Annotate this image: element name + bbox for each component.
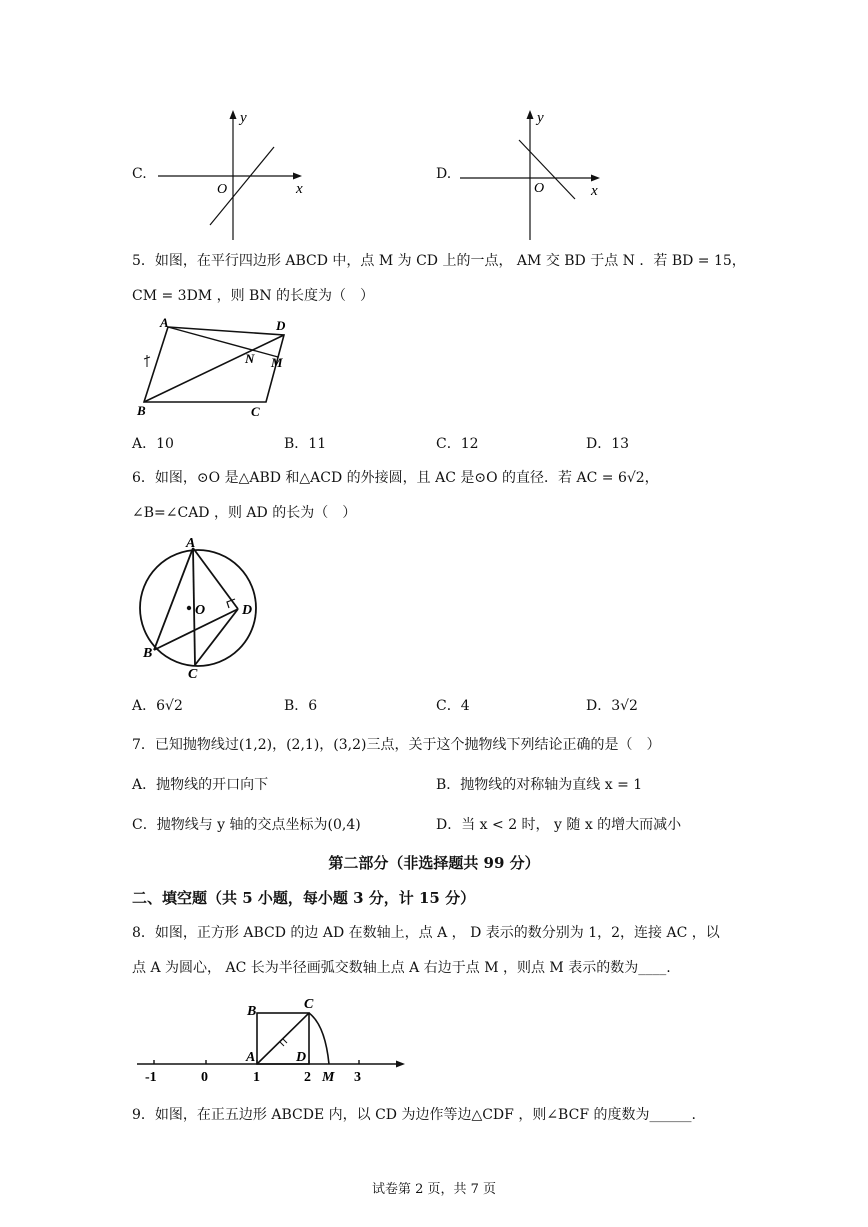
q5-label-d: D (276, 318, 286, 333)
q6-label-a: A (186, 536, 196, 551)
q5-label-c: C (251, 404, 260, 419)
section-heading: 二、填空题（共 5 小题，每小题 3 分，计 15 分） (132, 889, 476, 907)
q8-label-b: B (247, 1004, 257, 1019)
axis-x-label: x (591, 183, 598, 199)
q8-label-m: M (322, 1070, 335, 1085)
q5-text-line1: 5．如图，在平行四边形 ABCD 中，点 M 为 CD 上的一点， AM 交 BD 于点 N ．若 BD = 15， (132, 253, 746, 269)
q6-text-line2: ∠B=∠CAD ，则 AD 的长为（ ） (132, 505, 357, 521)
q5-option-d: D．13 (586, 436, 630, 452)
q6-label-o: O (195, 603, 206, 618)
q7-option-a: A．抛物线的开口向下 (132, 777, 269, 793)
q8-tick-0: 0 (201, 1070, 208, 1085)
q8-label-d: D (296, 1050, 307, 1065)
q5-option-b: B．11 (284, 436, 327, 452)
page-footer: 试卷第 2 页，共 7 页 (371, 1182, 497, 1197)
q5-label-m: M (271, 355, 283, 370)
q7-option-c: C．抛物线与 y 轴的交点坐标为(0,4) (132, 817, 361, 833)
q7-text-line1: 7．已知抛物线过(1,2)，(2,1)，(3,2)三点，关于这个抛物线下列结论正确的是（ ） (132, 737, 661, 753)
q8-tick-minus1: -1 (145, 1070, 157, 1085)
origin-label: O (217, 182, 228, 197)
q8-tick-2: 2 (304, 1070, 311, 1085)
q6-label-c: C (188, 667, 198, 682)
q8-label-c: C (304, 997, 314, 1012)
q6-text-line1: 6．如图，⊙O 是△ABD 和△ACD 的外接圆，且 AC 是⊙O 的直径．若 AC = 6√2， (132, 470, 659, 486)
q6-label-d: D (242, 603, 253, 618)
q9-text-line1: 9．如图，在正五边形 ABCDE 内，以 CD 为边作等边△CDF ，则∠BCF 的度数为______. (132, 1107, 696, 1123)
q8-tick-1: 1 (253, 1070, 260, 1085)
q8-label-a: A (246, 1050, 256, 1065)
axis-x-label: x (296, 181, 303, 197)
q5-text-line2: CM = 3DM ，则 BN 的长度为（ ） (132, 288, 375, 304)
axis-y-label: y (537, 110, 544, 126)
q5-label-n: N (245, 351, 255, 366)
option-d-graph (455, 105, 615, 245)
q5-label-b: B (137, 403, 146, 418)
option-c-graph (150, 105, 310, 245)
q5-label-a: A (160, 315, 169, 330)
q8-tick-3: 3 (354, 1070, 361, 1085)
q5-option-a: A．10 (132, 436, 174, 452)
q6-label-b: B (143, 646, 153, 661)
q7-option-d: D．当 x < 2 时， y 随 x 的增大而减小 (436, 817, 682, 833)
part2-title: 第二部分（非选择题共 99 分） (328, 854, 540, 872)
option-d-label: D. (436, 166, 452, 182)
q7-option-b: B．抛物线的对称轴为直线 x = 1 (436, 777, 643, 793)
origin-label: O (534, 181, 545, 196)
q8-text-line2: 点 A 为圆心， AC 长为半径画弧交数轴上点 A 右边于点 M ，则点 M 表示的数为____. (132, 960, 671, 976)
option-c-label: C. (132, 166, 147, 182)
q8-numberline-figure (135, 995, 410, 1090)
q6-option-a: A．6√2 (132, 698, 183, 714)
q6-option-b: B．6 (284, 698, 318, 714)
q6-option-c: C．4 (436, 698, 470, 714)
q6-option-d: D．3√2 (586, 698, 638, 714)
q6-circle-figure (135, 535, 265, 685)
q5-parallelogram-figure (135, 315, 305, 425)
q8-text-line1: 8．如图，正方形 ABCD 的边 AD 在数轴上，点 A ， D 表示的数分别为 1，2，连接 AC ，以 (132, 925, 720, 941)
axis-y-label: y (240, 110, 247, 126)
q5-option-c: C．12 (436, 436, 479, 452)
